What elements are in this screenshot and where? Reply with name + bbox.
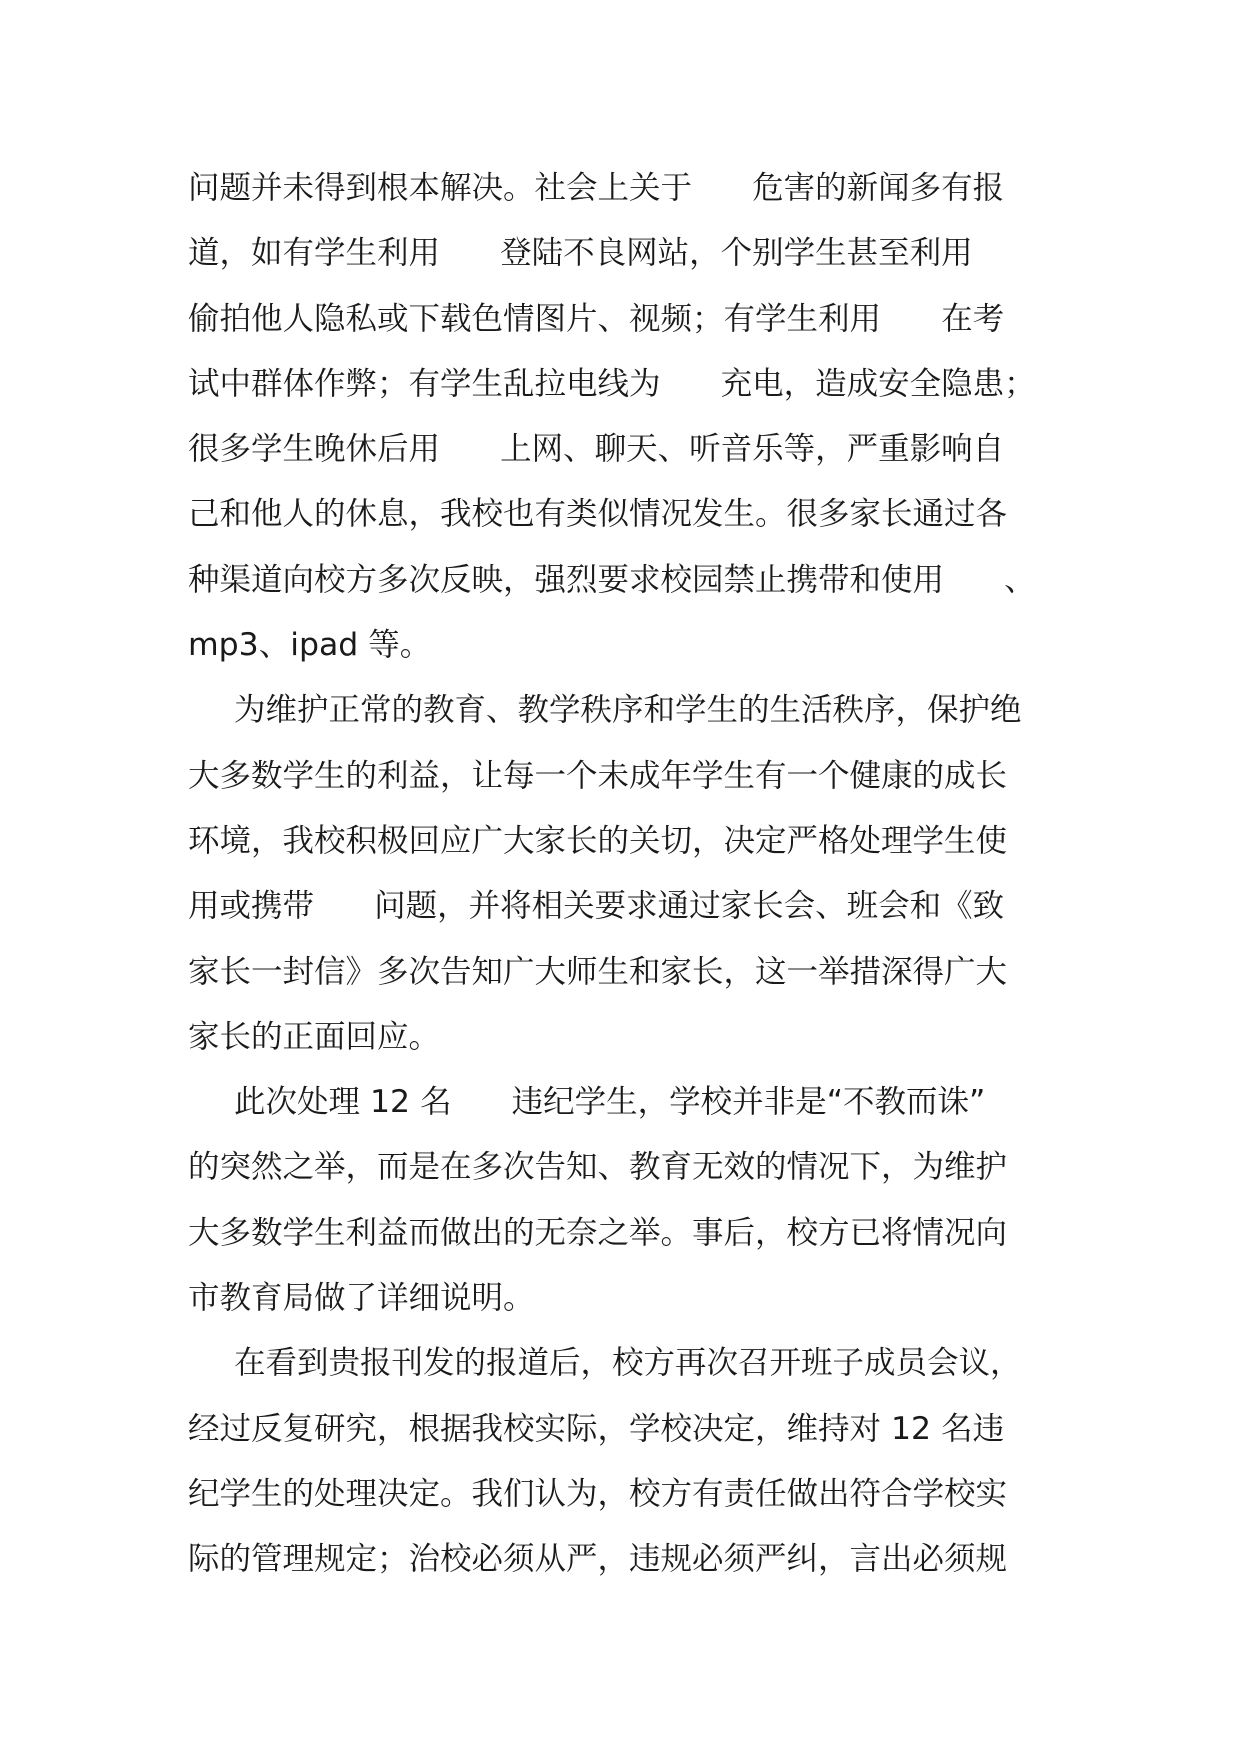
paragraph-2 bbox=[188, 678, 1068, 1070]
text-line: 家长一封信》多次告知广大师生和家长，这一举措深得广大 bbox=[188, 953, 1008, 990]
text-line: 种渠道向校方多次反映，强烈要求校园禁止携带和使用 、 bbox=[188, 561, 1036, 598]
text-line: 试中群体作弊；有学生乱拉电线为 充电，造成安全隐患； bbox=[188, 365, 1036, 402]
text-line: 很多学生晚休后用 上网、聊天、听音乐等，严重影响自 bbox=[188, 431, 1005, 468]
text-line: 偷拍他人隐私或下载色情图片、视频；有学生利用 在考 bbox=[188, 300, 1005, 337]
paragraph-3 bbox=[188, 1070, 1068, 1331]
paragraph-4 bbox=[188, 1331, 1068, 1592]
text-line: 问题并未得到根本解决。社会上关于 危害的新闻多有报 bbox=[188, 170, 1005, 206]
text-line: 用或携带 问题，并将相关要求通过家长会、班会和《致 bbox=[188, 888, 1005, 925]
text-line: 家长的正面回应。 bbox=[188, 1018, 441, 1055]
text-line: 际的管理规定；治校必须从严，违规必须严纠，言出必须规 bbox=[188, 1541, 1008, 1578]
text-line: 经过反复研究，根据我校实际，学校决定，维持对 12 名违 bbox=[188, 1410, 1005, 1447]
text-line: 市教育局做了详细说明。 bbox=[188, 1280, 535, 1317]
text-line: 环境，我校积极回应广大家长的关切，决定严格处理学生使 bbox=[188, 822, 1008, 859]
text-line: 大多数学生的利益，让每一个未成年学生有一个健康的成长 bbox=[188, 757, 1008, 794]
text-line: 此次处理 12 名 违纪学生，学校并非是“不教而诛” bbox=[234, 1084, 986, 1121]
text-line: 大多数学生利益而做出的无奈之举。事后，校方已将情况向 bbox=[188, 1214, 1008, 1251]
text-line: 道，如有学生利用 登陆不良网站，个别学生甚至利用 bbox=[188, 235, 973, 272]
document-body bbox=[188, 156, 1068, 1593]
text-line: mp3、ipad 等。 bbox=[188, 627, 432, 664]
text-line: 在看到贵报刊发的报道后，校方再次召开班子成员会议， bbox=[234, 1345, 1022, 1382]
text-line: 己和他人的休息，我校也有类似情况发生。很多家长通过各 bbox=[188, 496, 1008, 533]
text-line: 为维护正常的教育、教学秩序和学生的生活秩序，保护绝 bbox=[234, 692, 1022, 729]
paragraph-1 bbox=[188, 156, 1068, 678]
text-line: 的突然之举，而是在多次告知、教育无效的情况下，为维护 bbox=[188, 1149, 1008, 1186]
text-line: 纪学生的处理决定。我们认为，校方有责任做出符合学校实 bbox=[188, 1475, 1008, 1512]
